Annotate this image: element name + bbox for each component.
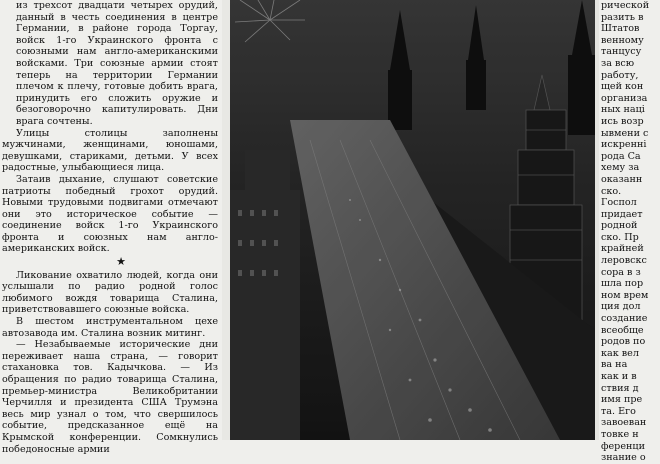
article-line: хему за [601,162,640,174]
article-line: за всю [601,57,635,69]
article-line: ференци [601,440,645,452]
article-line: завоеван [601,417,647,429]
article-column-right [599,0,660,464]
article-line: сора в з [601,266,641,278]
article-paragraph: Улицы столицы заполнены мужчинами, женщинами, юношами, девушками, стариками, детьми. У всех радостные, улыбающиеся лица. [2,127,218,174]
article-line: ско. Пр [601,231,639,243]
article-line: имя пре [601,394,643,406]
article-line: Штатов [601,23,640,35]
article-line: леровскс [601,255,647,267]
kremlin-night-photo [230,0,595,440]
article-line: Госпол [601,197,637,209]
section-separator-star: ★ [116,255,126,269]
article-line: ствия д [601,382,639,394]
article-paragraph: Ликование охватило людей, когда они услышали по радио родной голос любимого вождя товарища Сталина, приветствовавшего союзные войска. [2,269,218,316]
article-line: родной [601,220,638,232]
article-line: та. Его [601,405,636,417]
article-line: товке н [601,428,639,440]
article-line: ция дол [601,301,641,313]
photo-illustration [230,0,595,440]
article-line: ись возр [601,115,644,127]
article-line: шла пор [601,278,644,290]
article-paragraph: В шестом инструментальном цехе автозавода им. Сталина возник митинг. [2,316,218,339]
article-line: ывмени с [601,127,649,139]
article-column-left [0,0,222,455]
article-line: венному [601,34,644,46]
column-gutter [222,0,230,440]
article-line: разить в [601,11,644,23]
article-line: создание [601,313,648,325]
article-line: рода Са [601,150,641,162]
article-line: придает [601,208,643,220]
article-paragraph: Затаив дыхание, слушают советские патриоты победный грохот орудий. Новыми трудовыми подвигами отмечают они это историческое событие — соединение войск 1-го Украинского фронта и союзных нам англо-американских войск. [2,173,218,255]
article-line: как и в [601,371,637,382]
article-paragraph: из трехсот двадцати четырех орудий, данный в честь соединения в центре Германии, в районе города Торгау, войск 1-го Украинского фронта с союзными нам англо-американскими войсками. Три союзные армии стоят теперь на территории Германии плечом к плечу, готовые добить врага, принудить его сложить оружие и безоговорочно капитулировать. Дни врага сочтены. [16,0,218,127]
article-line: танцусу [601,46,642,58]
article-line: всеобще [601,324,644,336]
article-line: родов по [601,336,646,348]
article-line: крайней [601,243,644,255]
article-line: знание о [601,452,646,464]
article-line: рической [601,0,650,11]
article-line: ско. [601,185,622,197]
article-line: щей кон [601,81,644,93]
article-line: работу, [601,69,639,81]
article-line: ва на [601,359,628,371]
article-line: ном врем [601,289,649,301]
article-line: как вел [601,347,639,359]
article-paragraph: — Незабываемые исторические дни переживает наша страна, — говорит стахановка тов. Кадычкова. — Из обращения по радио товарища Сталина, премьер-министра Великобритании Черчилля и президента США Трумэна весь мир узнал о том, что свершилось событие, предсказанное ещё на Крымской конференции. Сомкнулись победоносные армии [2,339,218,455]
article-line: оказанн [601,173,643,185]
article-line: организа [601,92,648,104]
article-line: ных наці [601,104,645,116]
article-line: искренні [601,139,647,151]
